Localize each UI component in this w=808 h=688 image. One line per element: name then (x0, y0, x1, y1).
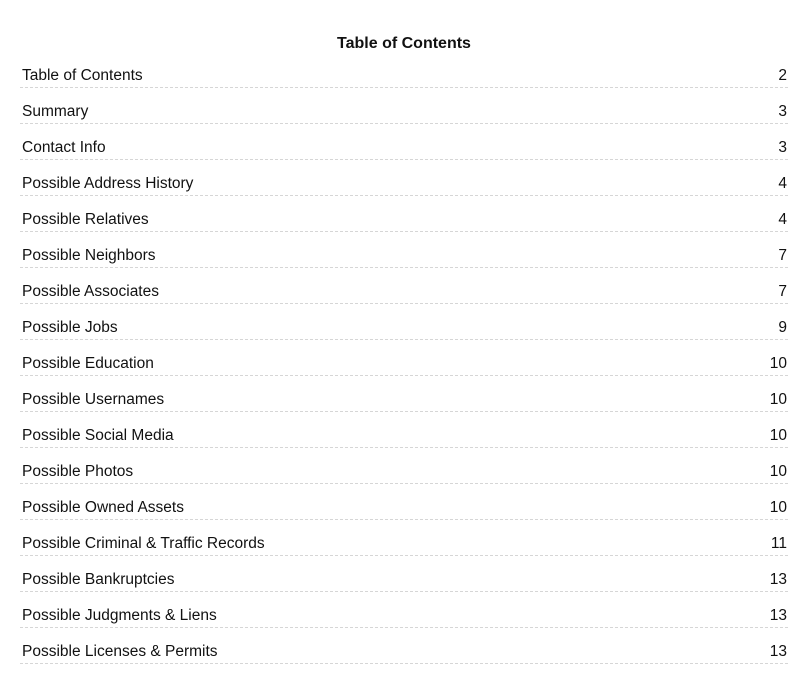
toc-entry[interactable] (20, 564, 788, 592)
toc-entry-label: Possible Social Media (22, 427, 174, 444)
toc-entry-label: Contact Info (22, 139, 106, 156)
toc-entry-label: Possible Photos (22, 463, 134, 480)
toc-entry-page-number: 9 (778, 319, 787, 336)
toc-entry[interactable] (20, 240, 788, 268)
toc-entry[interactable] (20, 384, 788, 412)
toc-entry[interactable] (20, 96, 788, 124)
toc-entry-label: Possible Relatives (22, 211, 149, 228)
toc-entry-page-number: 4 (778, 175, 787, 192)
toc-entry-label: Possible Usernames (22, 391, 165, 408)
toc-entry-label: Table of Contents (22, 67, 143, 84)
toc-entry[interactable] (20, 204, 788, 232)
toc-entry-label: Possible Criminal & Traffic Records (22, 535, 265, 552)
toc-entry-label: Summary (22, 103, 89, 120)
toc-entry-page-number: 10 (769, 427, 787, 444)
toc-entry-label: Possible Address History (22, 175, 194, 192)
toc-entry-label: Possible Neighbors (22, 247, 156, 264)
toc-entry-page-number: 10 (769, 391, 787, 408)
toc-entry-page-number: 4 (778, 211, 787, 228)
toc-entry-page-number: 13 (769, 571, 787, 588)
toc-entry-page-number: 13 (769, 643, 787, 660)
toc-entry-label: Possible Associates (22, 283, 159, 300)
toc-entry[interactable] (20, 312, 788, 340)
toc-entry-label: Possible Jobs (22, 319, 118, 336)
toc-entry-page-number: 7 (778, 247, 787, 264)
toc-entry-page-number: 3 (778, 139, 787, 156)
toc-entry-page-number: 11 (770, 535, 787, 552)
toc-entry-page-number: 10 (769, 463, 787, 480)
toc-entry[interactable] (20, 492, 788, 520)
toc-entry-page-number: 13 (769, 607, 787, 624)
toc-entry[interactable] (20, 636, 788, 664)
toc-entry[interactable] (20, 168, 788, 196)
toc-entry[interactable] (20, 600, 788, 628)
toc-entry-label: Possible Licenses & Permits (22, 643, 218, 660)
toc-entry[interactable] (20, 420, 788, 448)
toc-entry-label: Possible Education (22, 355, 154, 372)
toc-entry[interactable] (20, 60, 788, 88)
toc-entry-label: Possible Bankruptcies (22, 571, 175, 588)
toc-entry-label: Possible Judgments & Liens (22, 607, 217, 624)
toc-entry[interactable] (20, 456, 788, 484)
toc-entry[interactable] (20, 348, 788, 376)
toc-entry-page-number: 2 (778, 67, 787, 84)
toc-entry-label: Possible Owned Assets (22, 499, 184, 516)
toc-entry-page-number: 10 (769, 499, 787, 516)
page-title: Table of Contents (337, 35, 471, 52)
toc-entry-page-number: 3 (778, 103, 787, 120)
toc-entry[interactable] (20, 132, 788, 160)
toc-entry[interactable] (20, 528, 788, 556)
toc-entry[interactable] (20, 276, 788, 304)
toc-entry-page-number: 7 (778, 283, 787, 300)
toc-entry-page-number: 10 (769, 355, 787, 372)
toc-list (20, 60, 788, 672)
